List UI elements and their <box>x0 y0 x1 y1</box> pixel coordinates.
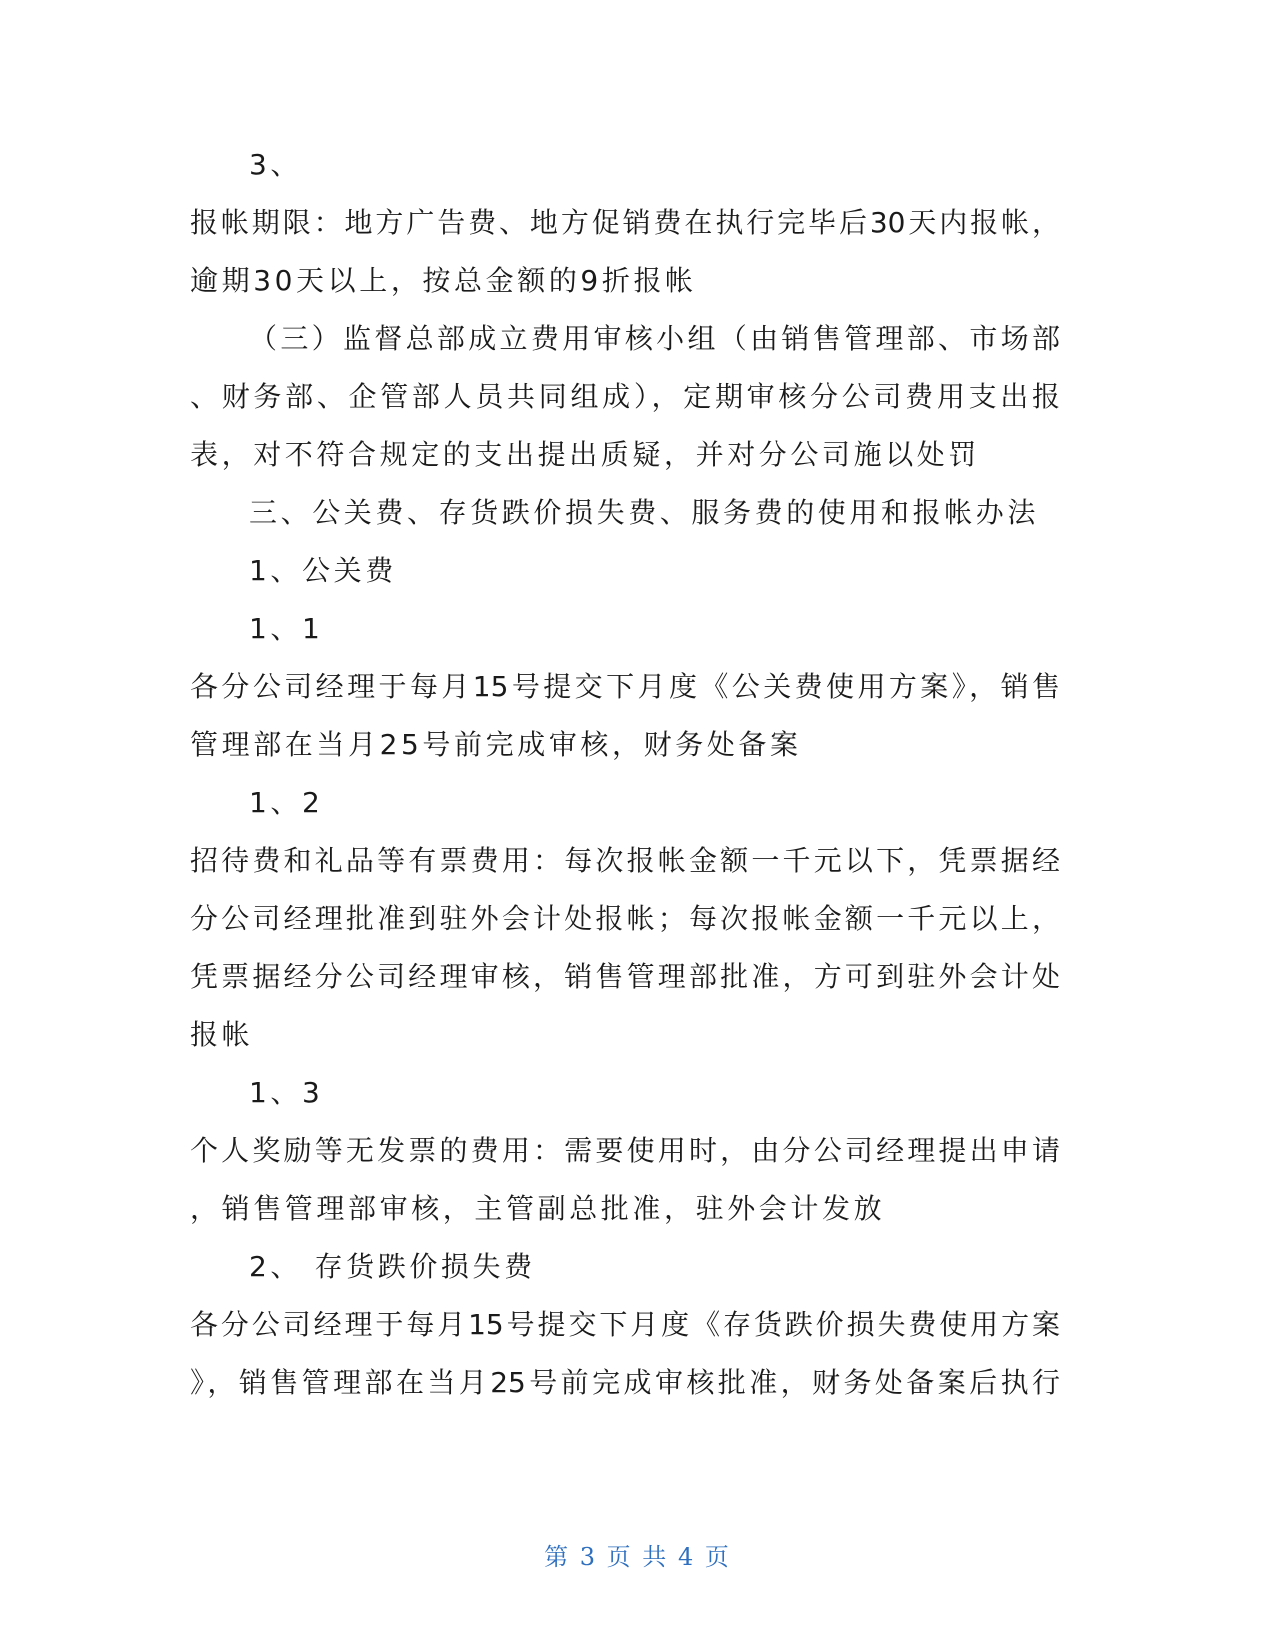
item-number: 1、3 <box>249 1076 324 1109</box>
text-line: 凭票据经分公司经理审核，销售管理部批准，方可到驻外会计处 <box>190 960 1060 993</box>
page-number-footer: 第 3 页 共 4 页 <box>544 1543 731 1571</box>
text-line: （三）监督总部成立费用审核小组（由销售管理部、市场部 <box>249 322 1060 355</box>
text-line: 报帐 <box>190 1018 254 1051</box>
text-line: 》，销售管理部在当月25号前完成审核批准，财务处备案后执行 <box>190 1366 1060 1399</box>
text-line: 3、 <box>249 148 303 181</box>
text-line: 管理部在当月25号前完成审核，财务处备案 <box>190 728 802 761</box>
text-line: 表，对不符合规定的支出提出质疑，并对分公司施以处罚 <box>190 438 981 471</box>
item-number: 1、2 <box>249 786 324 819</box>
text-line: 逾期30天以上，按总金额的9折报帐 <box>190 264 697 297</box>
text-line: ，销售管理部审核，主管副总批准，驻外会计发放 <box>190 1192 886 1225</box>
text-line: 个人奖励等无发票的费用：需要使用时，由分公司经理提出申请 <box>190 1134 1060 1167</box>
subsection-heading: 1、公关费 <box>249 554 397 587</box>
item-number: 1、1 <box>249 612 324 645</box>
text-line: 各分公司经理于每月15号提交下月度《存货跌价损失费使用方案 <box>190 1308 1060 1341</box>
text-line: 报帐期限：地方广告费、地方促销费在执行完毕后30天内报帐， <box>190 206 1060 239</box>
text-line: 各分公司经理于每月15号提交下月度《公关费使用方案》，销售 <box>190 670 1060 703</box>
text-line: 分公司经理批准到驻外会计处报帐；每次报帐金额一千元以上， <box>190 902 1060 935</box>
text-line: 、财务部、企管部人员共同组成），定期审核分公司费用支出报 <box>190 380 1060 413</box>
subsection-heading: 2、 存货跌价损失费 <box>249 1250 536 1283</box>
text-line: 招待费和礼品等有票费用：每次报帐金额一千元以下，凭票据经 <box>190 844 1060 877</box>
section-heading: 三、公关费、存货跌价损失费、服务费的使用和报帐办法 <box>249 496 1040 529</box>
